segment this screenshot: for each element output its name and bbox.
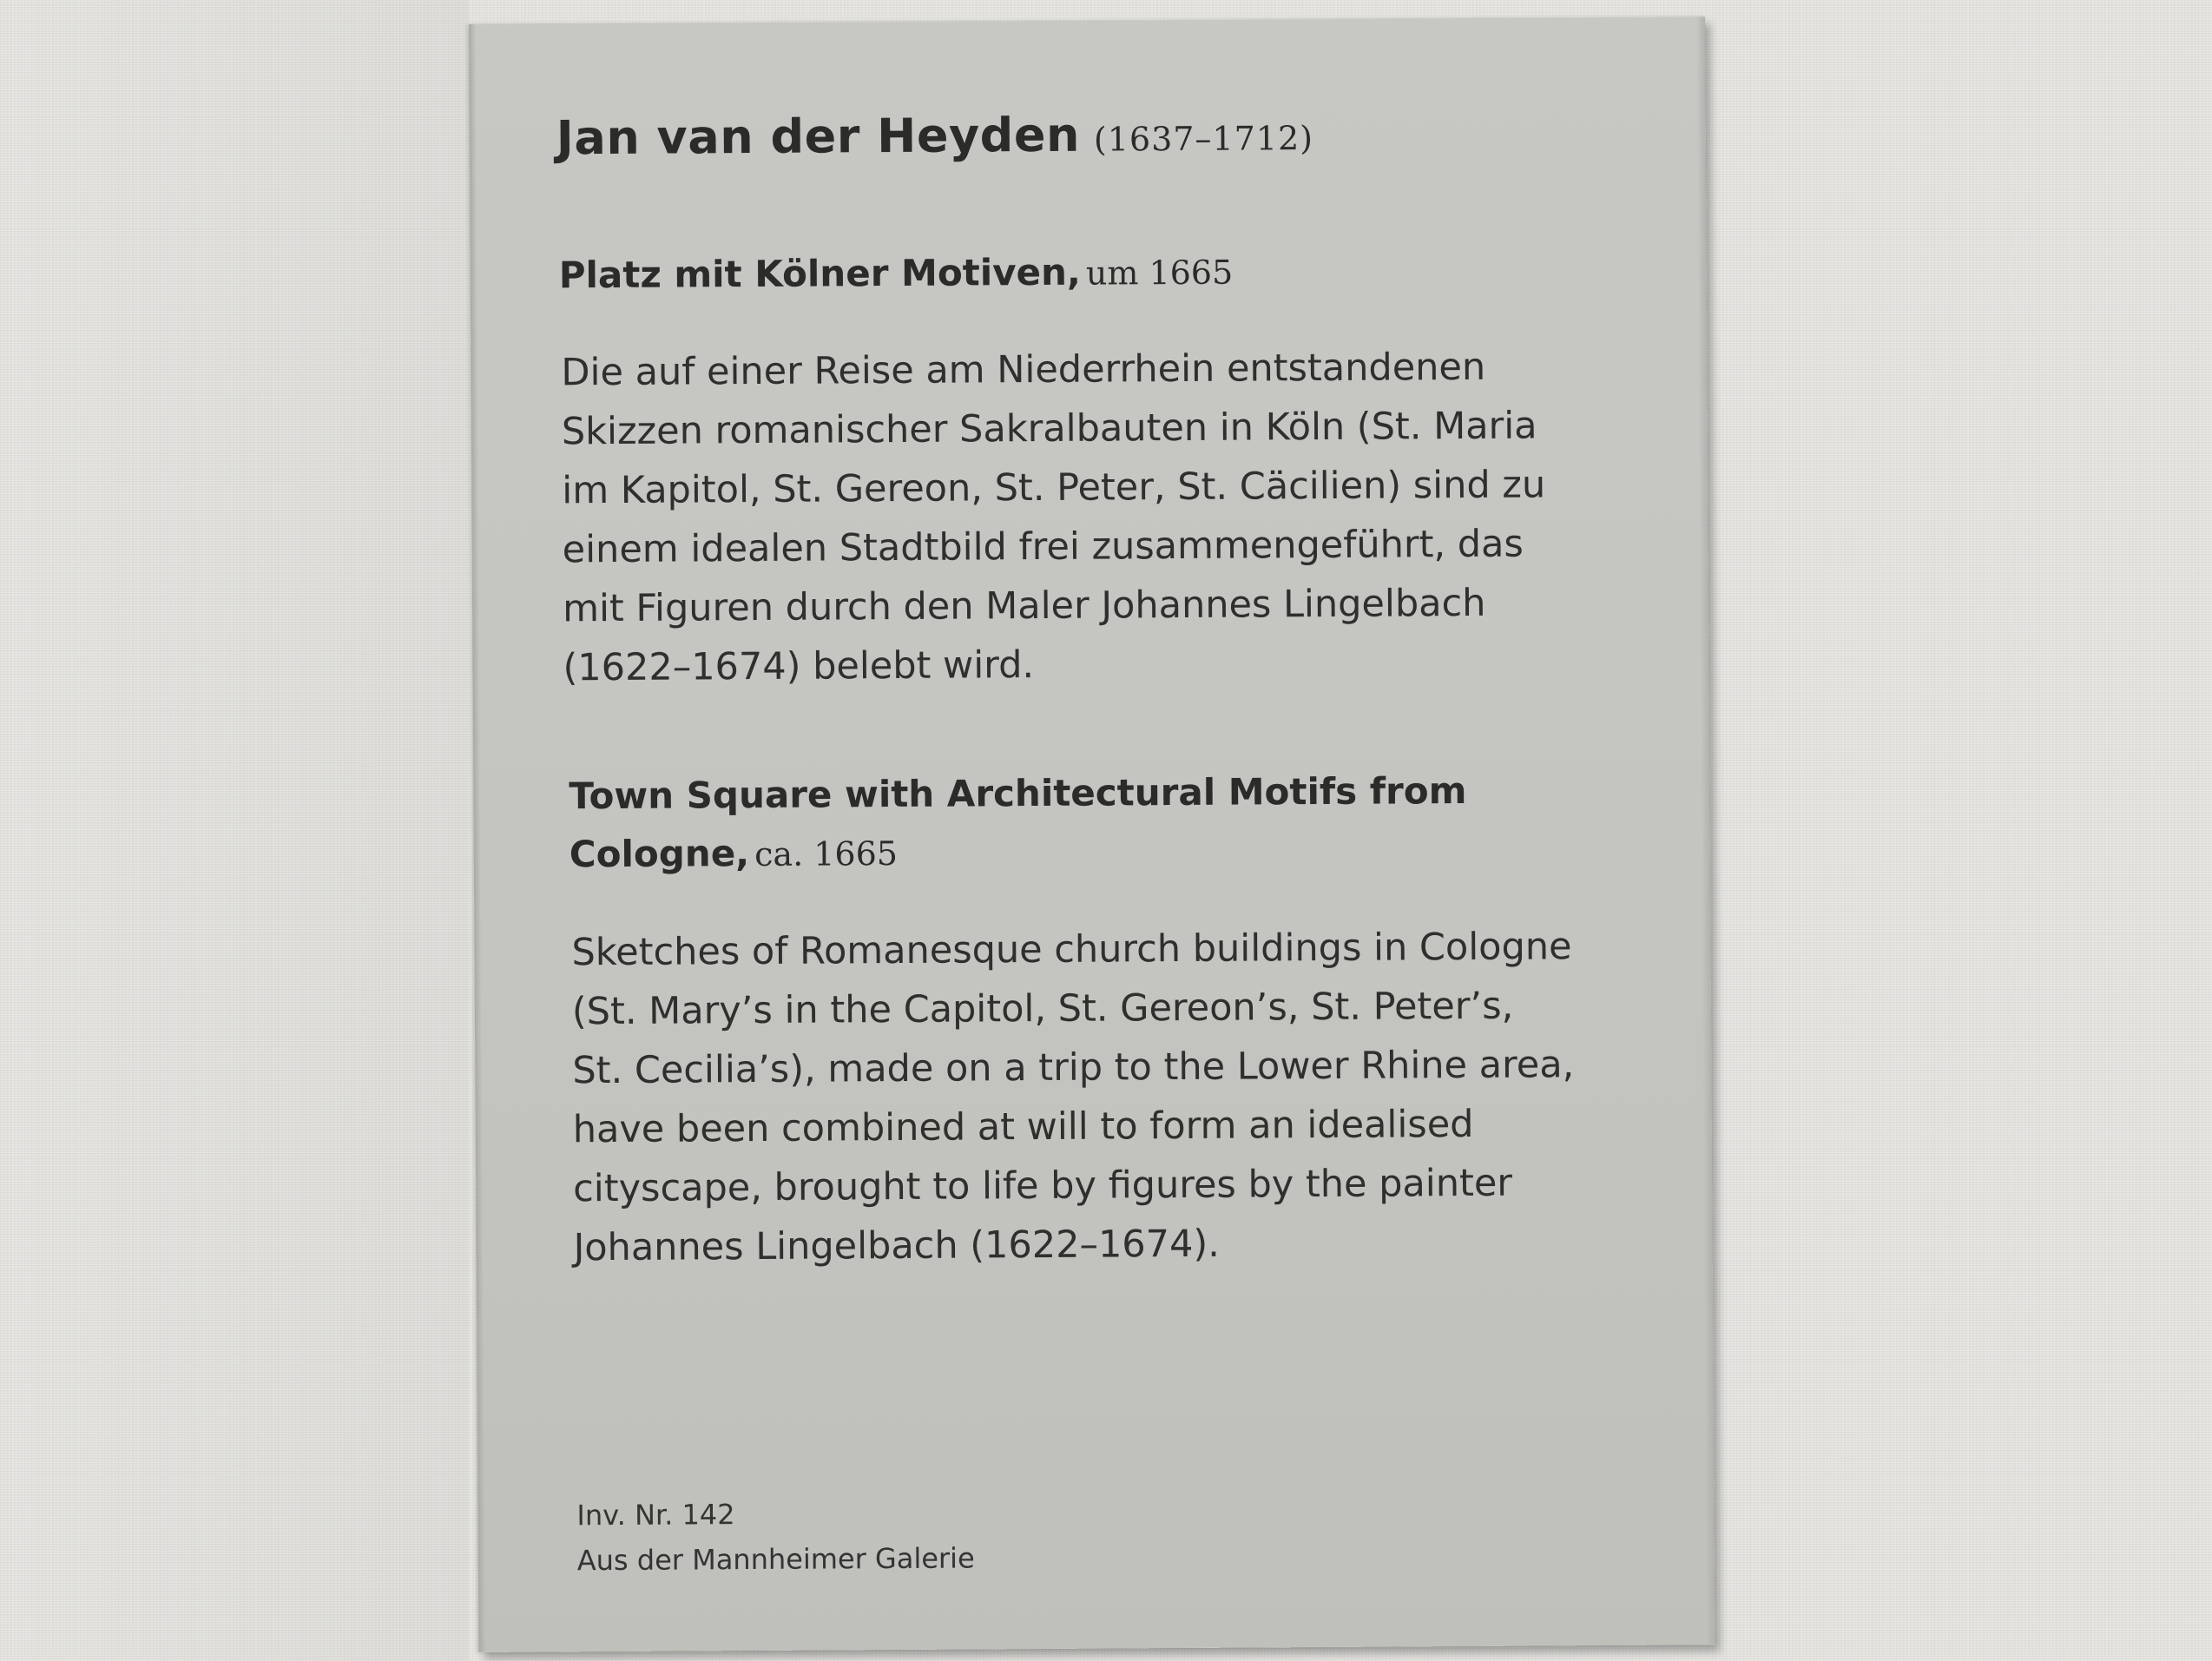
artist-heading: [556, 106, 1314, 165]
placard-edge-right: [1696, 16, 1715, 1645]
placard-edge-left: [469, 24, 485, 1652]
german-line: Die auf einer Reise am Niederrhein entstandenen: [561, 345, 1486, 395]
german-line: (1622–1674) belebt wird.: [563, 643, 1035, 690]
english-line: have been combined at will to form an idealised: [572, 1102, 1474, 1152]
english-title-text-1: Town Square with Architectural Motifs from: [569, 768, 1467, 818]
english-line: Sketches of Romanesque church buildings in Cologne: [571, 925, 1572, 975]
english-line: Johannes Lingelbach (1622–1674).: [573, 1222, 1221, 1270]
artist-name: Jan van der Heyden: [556, 107, 1081, 166]
english-description: [571, 917, 1575, 1277]
english-title-line-2: [569, 831, 898, 875]
english-title-text-2: Cologne,: [569, 832, 750, 876]
inventory-number: Inv. Nr. 142: [576, 1498, 735, 1532]
placard-footer: [576, 1490, 975, 1583]
museum-placard: [469, 16, 1715, 1652]
german-title: [559, 250, 1234, 297]
german-line: mit Figuren durch den Maler Johannes Lingelbach: [562, 581, 1486, 631]
german-line: im Kapitol, St. Gereon, St. Peter, St. Cäcilien) sind zu: [562, 463, 1546, 513]
german-title-text: Platz mit Kölner Motiven,: [558, 250, 1082, 297]
german-title-date: um 1665: [1085, 253, 1234, 293]
german-line: Skizzen romanischer Sakralbauten in Köln (St. Maria: [561, 404, 1537, 454]
artist-dates: (1637–1712): [1093, 119, 1314, 159]
english-line: cityscape, brought to life by figures by the painter: [573, 1161, 1513, 1211]
english-title-date: ca. 1665: [754, 834, 899, 874]
provenance: Aus der Mannheimer Galerie: [576, 1541, 975, 1578]
english-title-line-1: [569, 769, 1466, 817]
english-line: St. Cecilia’s), made on a trip to the Lower Rhine area,: [572, 1043, 1575, 1093]
english-line: (St. Mary’s in the Capitol, St. Gereon’s, St. Peter’s,: [571, 984, 1514, 1034]
wall-background: [0, 0, 469, 1661]
german-line: einem idealen Stadtbild frei zusammengeführt, das: [562, 522, 1524, 572]
german-description: [561, 337, 1546, 697]
